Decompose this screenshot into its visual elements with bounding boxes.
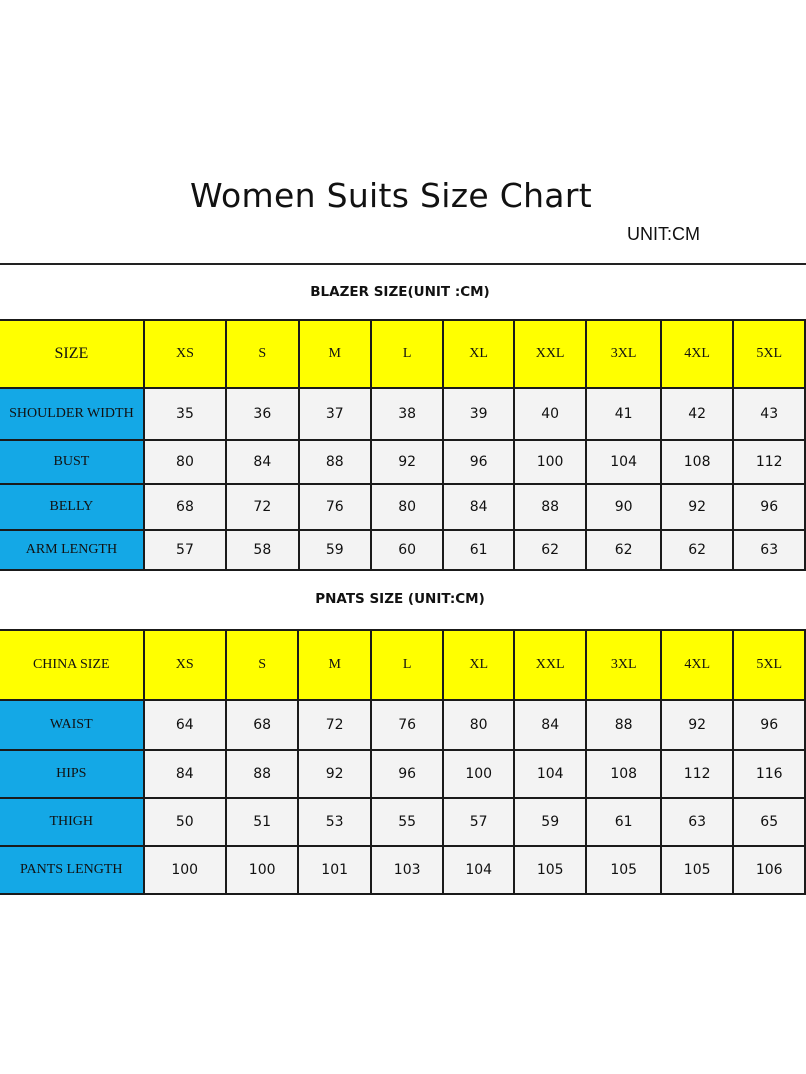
- blazer-section-title: BLAZER SIZE(UNIT :CM): [310, 284, 490, 300]
- value-cell: 92: [661, 484, 734, 530]
- page-title: Women Suits Size Chart: [190, 176, 592, 215]
- value-cell: 51: [226, 798, 299, 846]
- value-cell: 100: [144, 846, 226, 894]
- table-row: [0, 530, 805, 570]
- value-cell: 88: [226, 750, 299, 798]
- value-cell: 41: [586, 388, 661, 440]
- value-cell: 80: [144, 440, 226, 484]
- value-cell: 40: [514, 388, 587, 440]
- header-cell-4xl: 4XL: [661, 630, 734, 700]
- header-cell-china-size: CHINA SIZE: [0, 630, 144, 700]
- header-cell-xs: XS: [144, 630, 226, 700]
- value-cell: 80: [371, 484, 443, 530]
- header-cell-s: S: [226, 320, 298, 388]
- value-cell: 92: [661, 700, 734, 750]
- row-label-hips: HIPS: [0, 750, 144, 798]
- value-cell: 72: [226, 484, 298, 530]
- header-cell-xxl: XXL: [514, 630, 587, 700]
- row-label-arm-length: ARM LENGTH: [0, 530, 144, 570]
- value-cell: 100: [514, 440, 587, 484]
- blazer-size-table: [0, 319, 806, 571]
- value-cell: 96: [733, 700, 805, 750]
- value-cell: 105: [586, 846, 660, 894]
- value-cell: 96: [443, 440, 513, 484]
- value-cell: 84: [443, 484, 513, 530]
- value-cell: 62: [586, 530, 661, 570]
- header-cell-4xl: 4XL: [661, 320, 734, 388]
- header-cell-xl: XL: [443, 320, 513, 388]
- value-cell: 59: [514, 798, 587, 846]
- value-cell: 61: [443, 530, 513, 570]
- header-cell-5xl: 5XL: [733, 320, 805, 388]
- value-cell: 76: [371, 700, 444, 750]
- value-cell: 35: [144, 388, 226, 440]
- value-cell: 37: [299, 388, 371, 440]
- value-cell: 42: [661, 388, 734, 440]
- value-cell: 90: [586, 484, 661, 530]
- value-cell: 55: [371, 798, 444, 846]
- value-cell: 108: [586, 750, 660, 798]
- table-row: [0, 798, 805, 846]
- value-cell: 108: [661, 440, 734, 484]
- value-cell: 50: [144, 798, 226, 846]
- header-cell-3xl: 3XL: [586, 630, 660, 700]
- value-cell: 112: [661, 750, 734, 798]
- value-cell: 39: [443, 388, 513, 440]
- value-cell: 116: [733, 750, 805, 798]
- pants-size-table: [0, 629, 806, 895]
- value-cell: 84: [514, 700, 587, 750]
- value-cell: 38: [371, 388, 443, 440]
- value-cell: 65: [733, 798, 805, 846]
- value-cell: 103: [371, 846, 444, 894]
- value-cell: 84: [226, 440, 298, 484]
- value-cell: 62: [661, 530, 734, 570]
- value-cell: 92: [371, 440, 443, 484]
- row-label-belly: BELLY: [0, 484, 144, 530]
- value-cell: 100: [443, 750, 514, 798]
- value-cell: 36: [226, 388, 298, 440]
- header-cell-l: L: [371, 320, 443, 388]
- header-cell-size: SIZE: [0, 320, 144, 388]
- row-label-bust: BUST: [0, 440, 144, 484]
- pants-header-row: [0, 630, 805, 700]
- value-cell: 63: [733, 530, 805, 570]
- table-row: [0, 440, 805, 484]
- value-cell: 43: [733, 388, 805, 440]
- value-cell: 88: [299, 440, 371, 484]
- row-label-pants-length: PANTS LENGTH: [0, 846, 144, 894]
- value-cell: 101: [298, 846, 371, 894]
- value-cell: 60: [371, 530, 443, 570]
- value-cell: 72: [298, 700, 371, 750]
- unit-label: UNIT:CM: [627, 224, 700, 244]
- header-cell-3xl: 3XL: [586, 320, 661, 388]
- value-cell: 58: [226, 530, 298, 570]
- table-row: [0, 750, 805, 798]
- value-cell: 105: [514, 846, 587, 894]
- header-cell-xl: XL: [443, 630, 514, 700]
- value-cell: 64: [144, 700, 226, 750]
- table-row: [0, 484, 805, 530]
- value-cell: 57: [144, 530, 226, 570]
- value-cell: 84: [144, 750, 226, 798]
- row-label-shoulder-width: SHOULDER WIDTH: [0, 388, 144, 440]
- divider: [0, 263, 806, 265]
- value-cell: 104: [514, 750, 587, 798]
- value-cell: 96: [371, 750, 444, 798]
- value-cell: 68: [226, 700, 299, 750]
- table-row: [0, 846, 805, 894]
- header-cell-5xl: 5XL: [733, 630, 805, 700]
- value-cell: 53: [298, 798, 371, 846]
- value-cell: 104: [586, 440, 661, 484]
- value-cell: 88: [586, 700, 660, 750]
- value-cell: 112: [733, 440, 805, 484]
- header-cell-xxl: XXL: [514, 320, 587, 388]
- value-cell: 106: [733, 846, 805, 894]
- value-cell: 68: [144, 484, 226, 530]
- value-cell: 59: [299, 530, 371, 570]
- value-cell: 105: [661, 846, 734, 894]
- value-cell: 80: [443, 700, 514, 750]
- header-cell-xs: XS: [144, 320, 226, 388]
- value-cell: 63: [661, 798, 734, 846]
- pants-section-title: PNATS SIZE (UNIT:CM): [315, 591, 485, 607]
- value-cell: 61: [586, 798, 660, 846]
- header-cell-l: L: [371, 630, 444, 700]
- value-cell: 92: [298, 750, 371, 798]
- table-row: [0, 388, 805, 440]
- value-cell: 62: [514, 530, 587, 570]
- row-label-thigh: THIGH: [0, 798, 144, 846]
- value-cell: 100: [226, 846, 299, 894]
- value-cell: 88: [514, 484, 587, 530]
- table-row: [0, 700, 805, 750]
- value-cell: 96: [733, 484, 805, 530]
- blazer-header-row: [0, 320, 805, 388]
- header-cell-s: S: [226, 630, 299, 700]
- value-cell: 104: [443, 846, 514, 894]
- value-cell: 57: [443, 798, 514, 846]
- header-cell-m: M: [299, 320, 371, 388]
- row-label-waist: WAIST: [0, 700, 144, 750]
- value-cell: 76: [299, 484, 371, 530]
- header-cell-m: M: [298, 630, 371, 700]
